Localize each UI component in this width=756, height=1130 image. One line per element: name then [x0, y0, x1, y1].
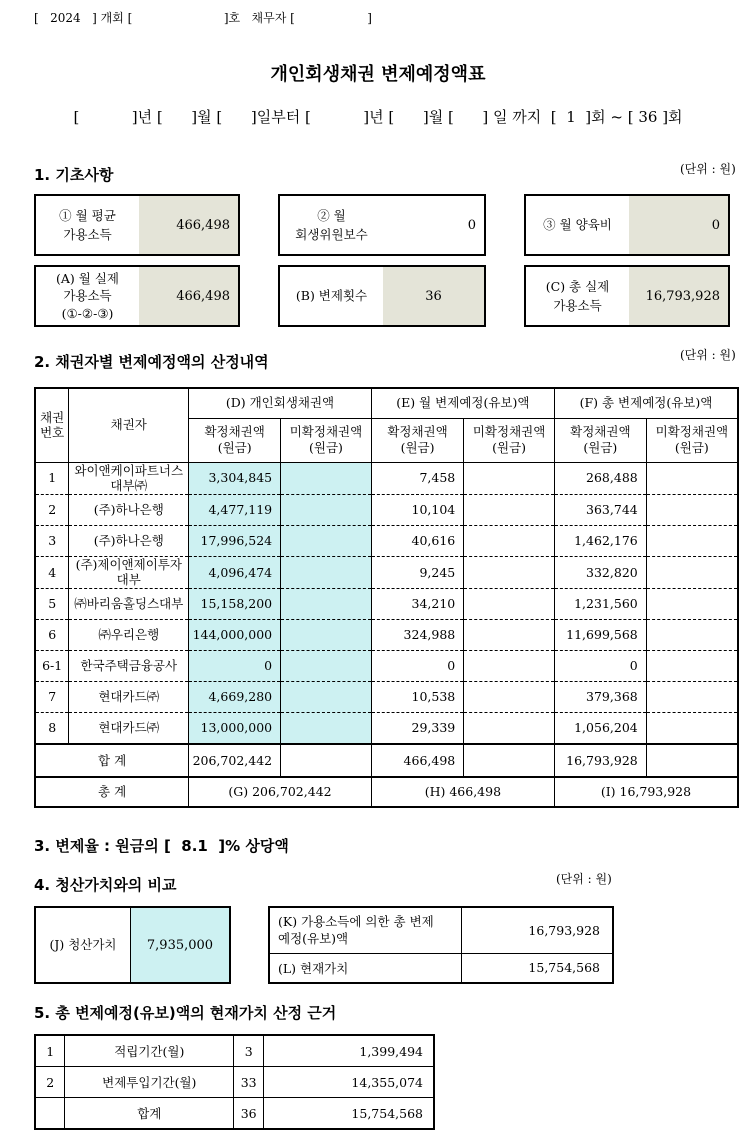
present-value-rows	[35, 1035, 434, 1129]
box-value: 466,498	[139, 267, 238, 325]
monthly-repayment: 7,458	[371, 462, 463, 494]
subtotal-d-unconfirmed	[281, 744, 372, 777]
creditor-number: 7	[35, 682, 69, 713]
total-repayment-unconfirmed	[646, 682, 738, 713]
pv-period-label: 합계	[65, 1098, 234, 1130]
liquidation-value: 7,935,000	[130, 908, 229, 982]
creditor-number: 3	[35, 525, 69, 556]
confirmed-claim: 4,477,119	[189, 494, 281, 525]
box-label: (C) 총 실제 가용소득	[526, 267, 629, 325]
total-repayment-unconfirmed	[646, 651, 738, 682]
box-value: 0	[467, 217, 476, 233]
creditor-name: 현대카드㈜	[69, 682, 189, 713]
section2-heading: 2. 채권자별 변제예정액의 산정내역	[34, 353, 269, 371]
total-repayment: 332,820	[554, 556, 646, 588]
present-value-row	[35, 1098, 434, 1130]
present-value-row	[35, 1067, 434, 1098]
box-value: 466,498	[139, 196, 238, 254]
box-label: ① 월 평균 가용소득	[36, 196, 139, 254]
monthly-repayment: 324,988	[371, 620, 463, 651]
total-repayment: 363,744	[554, 494, 646, 525]
creditor-name: ㈜우리은행	[69, 620, 189, 651]
creditor-name: 와이앤케이파트너스 대부㈜	[69, 462, 189, 494]
monthly-repayment-unconfirmed	[464, 462, 555, 494]
total-repayment-unconfirmed	[646, 525, 738, 556]
sub-confirmed-header: 확정채권액 (원금)	[371, 418, 463, 462]
pv-months: 3	[234, 1035, 264, 1067]
section5-heading: 5. 총 변제예정(유보)액의 현재가치 산정 근거	[34, 1004, 337, 1022]
pv-amount: 14,355,074	[264, 1067, 434, 1098]
present-value-row	[35, 1035, 434, 1067]
pv-amount: 1,399,494	[264, 1035, 434, 1067]
box-total-income	[524, 265, 730, 327]
creditor-row	[35, 494, 738, 525]
creditor-name: (주)제이앤제이투자 대부	[69, 556, 189, 588]
creditor-number: 6-1	[35, 651, 69, 682]
monthly-repayment: 0	[371, 651, 463, 682]
box-value: 16,793,928	[629, 267, 728, 325]
creditor-number: 1	[35, 462, 69, 494]
repayment-period: [ ]년 [ ]월 [ ]일부터 [ ]년 [ ]월 [ ] 일 까지 [ 1 ]회 ~ [ 36 ]회	[73, 108, 683, 126]
creditor-number: 8	[35, 713, 69, 745]
pv-amount: 15,754,568	[264, 1098, 434, 1130]
monthly-repayment: 29,339	[371, 713, 463, 745]
l-label: (L) 현재가치	[269, 953, 461, 983]
total-repayment-unconfirmed	[646, 620, 738, 651]
unconfirmed-claim	[281, 556, 372, 588]
confirmed-claim: 4,669,280	[189, 682, 281, 713]
present-value-table	[34, 1034, 435, 1130]
section4-heading: 4. 청산가치와의 비교	[34, 876, 177, 894]
monthly-repayment-unconfirmed	[464, 556, 555, 588]
section3-repayment-rate: 3. 변제율 : 원금의 [ 8.1 ]% 상당액	[34, 837, 289, 855]
total-label: 총 계	[35, 777, 189, 807]
box-avg-income	[34, 194, 240, 256]
subtotal-e-unconfirmed	[464, 744, 555, 777]
pv-period-label: 변제투입기간(월)	[65, 1067, 234, 1098]
creditor-name: ㈜바리움홀딩스대부	[69, 589, 189, 620]
creditor-name: 현대카드㈜	[69, 713, 189, 745]
total-repayment-unconfirmed	[646, 713, 738, 745]
sub-unconfirmed-header: 미확정채권액 (원금)	[646, 418, 738, 462]
monthly-repayment: 40,616	[371, 525, 463, 556]
unconfirmed-claim	[281, 620, 372, 651]
subtotal-d: 206,702,442	[189, 744, 281, 777]
total-repayment-unconfirmed	[646, 589, 738, 620]
total-repayment-unconfirmed	[646, 494, 738, 525]
total-repayment: 1,056,204	[554, 713, 646, 745]
sub-confirmed-header: 확정채권액 (원금)	[554, 418, 646, 462]
subtotal-f-unconfirmed	[646, 744, 738, 777]
box-label: ② 월 회생위원보수	[280, 196, 383, 254]
total-repayment: 0	[554, 651, 646, 682]
unconfirmed-claim	[281, 462, 372, 494]
total-repayment-unconfirmed	[646, 556, 738, 588]
confirmed-claim: 13,000,000	[189, 713, 281, 745]
creditor-name: (주)하나은행	[69, 494, 189, 525]
case-header: [ 2024 ] 개회 [ ]호 채무자 [ ]	[34, 11, 372, 25]
box-repayment-count	[278, 265, 486, 327]
box-label: (A) 월 실제 가용소득 (①-②-③)	[36, 267, 139, 325]
creditor-number: 6	[35, 620, 69, 651]
sub-unconfirmed-header: 미확정채권액 (원금)	[281, 418, 372, 462]
section4-unit: (단위 : 원)	[556, 872, 612, 886]
creditor-row	[35, 620, 738, 651]
creditor-row	[35, 525, 738, 556]
creditor-name: (주)하나은행	[69, 525, 189, 556]
monthly-repayment-unconfirmed	[464, 682, 555, 713]
box-actual-income	[34, 265, 240, 327]
unconfirmed-claim	[281, 682, 372, 713]
monthly-repayment: 9,245	[371, 556, 463, 588]
pv-months: 33	[234, 1067, 264, 1098]
subtotal-f: 16,793,928	[554, 744, 646, 777]
col-creditor-header: 채권자	[69, 388, 189, 462]
sub-confirmed-header: 확정채권액 (원금)	[189, 418, 281, 462]
section1-unit: (단위 : 원)	[680, 162, 736, 176]
pv-months: 36	[234, 1098, 264, 1130]
creditor-table	[34, 387, 739, 808]
comparison-table	[268, 906, 614, 984]
box-child-support	[524, 194, 730, 256]
total-repayment: 379,368	[554, 682, 646, 713]
creditor-number: 2	[35, 494, 69, 525]
monthly-repayment-unconfirmed	[464, 589, 555, 620]
confirmed-claim: 0	[189, 651, 281, 682]
confirmed-claim: 3,304,845	[189, 462, 281, 494]
unconfirmed-claim	[281, 651, 372, 682]
l-value: 15,754,568	[461, 953, 613, 983]
document-title: 개인회생채권 변제예정액표	[270, 64, 486, 85]
creditor-row	[35, 589, 738, 620]
pv-number: 2	[35, 1067, 65, 1098]
group-f-header: (F) 총 변제예정(유보)액	[554, 388, 738, 418]
liquidation-value-label: (J) 청산가치	[36, 908, 130, 982]
subtotal-e: 466,498	[371, 744, 463, 777]
k-label: (K) 가용소득에 의한 총 변제 예정(유보)액	[269, 907, 461, 953]
monthly-repayment: 10,538	[371, 682, 463, 713]
creditor-name: 한국주택금융공사	[69, 651, 189, 682]
monthly-repayment-unconfirmed	[464, 525, 555, 556]
unconfirmed-claim	[281, 589, 372, 620]
monthly-repayment-unconfirmed	[464, 620, 555, 651]
section1-heading: 1. 기초사항	[34, 166, 114, 184]
creditor-row	[35, 682, 738, 713]
creditor-row	[35, 651, 738, 682]
monthly-repayment-unconfirmed	[464, 713, 555, 745]
section2-unit: (단위 : 원)	[680, 348, 736, 362]
box-label: ③ 월 양육비	[526, 196, 629, 254]
k-value: 16,793,928	[461, 907, 613, 953]
creditor-number: 5	[35, 589, 69, 620]
total-repayment: 1,462,176	[554, 525, 646, 556]
creditor-row	[35, 462, 738, 494]
box-label: (B) 변제횟수	[280, 267, 383, 325]
confirmed-claim: 15,158,200	[189, 589, 281, 620]
total-repayment: 11,699,568	[554, 620, 646, 651]
pv-period-label: 적립기간(월)	[65, 1035, 234, 1067]
monthly-repayment: 34,210	[371, 589, 463, 620]
unconfirmed-claim	[281, 713, 372, 745]
total-repayment-unconfirmed	[646, 462, 738, 494]
group-d-header: (D) 개인회생채권액	[189, 388, 372, 418]
creditor-row	[35, 556, 738, 588]
total-i: (I) 16,793,928	[554, 777, 738, 807]
total-repayment: 1,231,560	[554, 589, 646, 620]
monthly-repayment: 10,104	[371, 494, 463, 525]
total-h: (H) 466,498	[371, 777, 554, 807]
box-value: 0	[629, 196, 728, 254]
sub-unconfirmed-header: 미확정채권액 (원금)	[464, 418, 555, 462]
col-number-header: 채권 번호	[35, 388, 69, 462]
total-g: (G) 206,702,442	[189, 777, 372, 807]
creditor-number: 4	[35, 556, 69, 588]
monthly-repayment-unconfirmed	[464, 651, 555, 682]
group-e-header: (E) 월 변제예정(유보)액	[371, 388, 554, 418]
monthly-repayment-unconfirmed	[464, 494, 555, 525]
confirmed-claim: 4,096,474	[189, 556, 281, 588]
unconfirmed-claim	[281, 494, 372, 525]
confirmed-claim: 17,996,524	[189, 525, 281, 556]
total-repayment: 268,488	[554, 462, 646, 494]
unconfirmed-claim	[281, 525, 372, 556]
box-value: 36	[383, 267, 484, 325]
pv-number: 1	[35, 1035, 65, 1067]
subtotal-label: 합 계	[35, 744, 189, 777]
box-trustee-fee	[278, 194, 486, 256]
liquidation-value-box	[34, 906, 231, 984]
confirmed-claim: 144,000,000	[189, 620, 281, 651]
creditor-rows	[35, 462, 738, 744]
pv-number	[35, 1098, 65, 1130]
creditor-row	[35, 713, 738, 745]
